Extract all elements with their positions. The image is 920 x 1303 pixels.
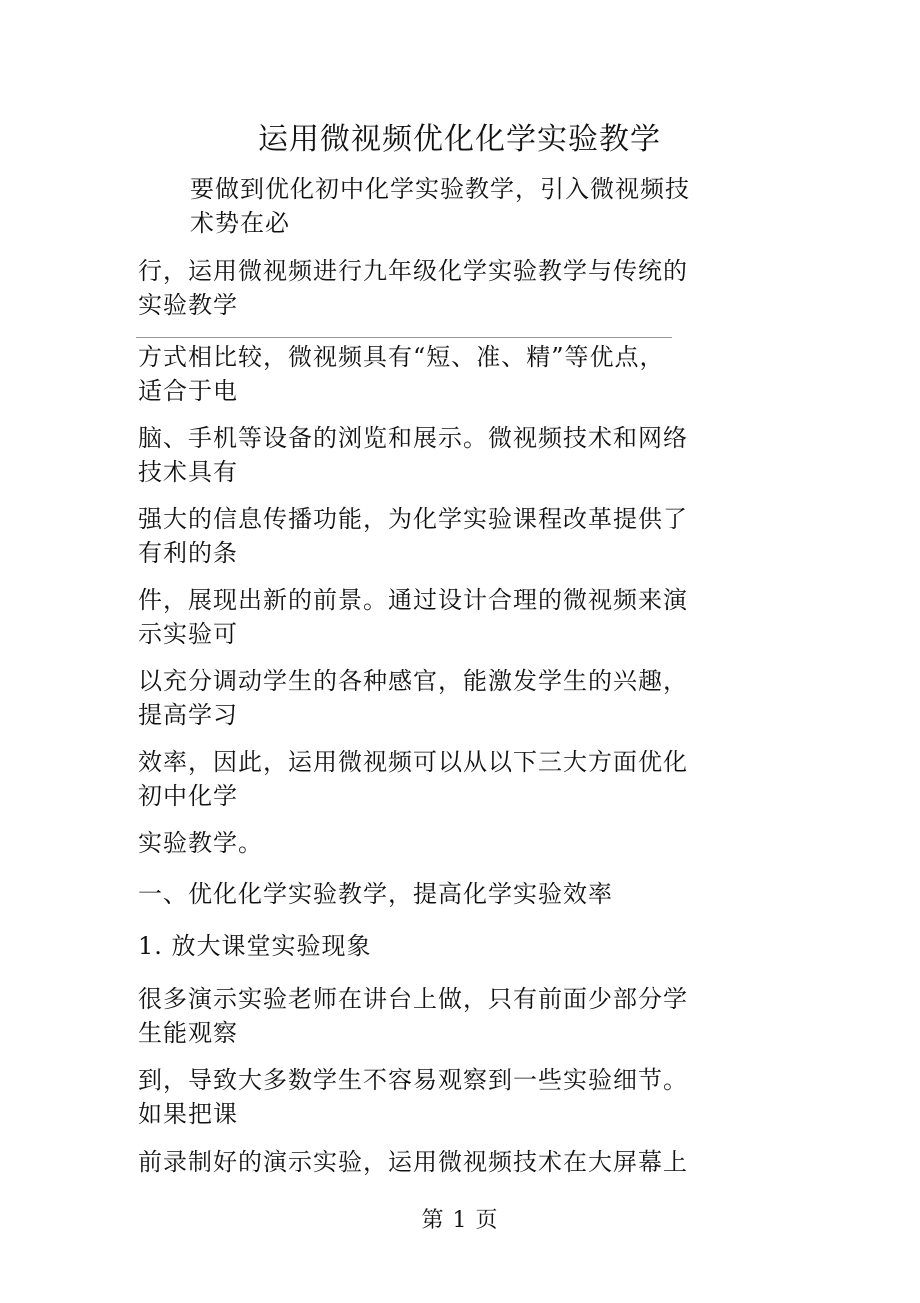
section-heading (138, 877, 678, 911)
text-line: 一、优化化学实验教学，提高化学实验效率 (138, 880, 613, 908)
text-line: 件，展现出新的前景。通过设计合理的微视频来演 (138, 586, 688, 614)
text-line: 很多演示实验老师在讲台上做，只有前面少部分学 (138, 985, 688, 1013)
text-line: 行，运用微视频进行九年级化学实验教学与传统的 (138, 257, 688, 285)
paragraph-2 (138, 340, 678, 408)
text-line: 适合于电 (138, 377, 238, 405)
document-title: 运用微视频优化化学实验教学 (258, 122, 661, 157)
text-line: 效率，因此，运用微视频可以从以下三大方面优化 (138, 748, 688, 776)
text-line: 示实验可 (138, 620, 238, 648)
text-line: 提高学习 (138, 701, 238, 729)
text-line: 如果把课 (138, 1100, 238, 1128)
text-line: 到，导致大多数学生不容易观察到一些实验细节。 (138, 1066, 688, 1094)
text-line: 要做到优化初中化学实验教学，引入微视频技 (190, 175, 690, 203)
text-line: 1. 放大课堂实验现象 (138, 932, 372, 960)
paragraph-7 (138, 745, 688, 813)
text-line: 技术具有 (138, 458, 238, 486)
text-line: 生能观察 (138, 1019, 238, 1047)
horizontal-divider (136, 337, 672, 338)
paragraph-11 (138, 1145, 688, 1179)
subsection-heading (138, 929, 678, 963)
paragraph-10 (138, 1063, 688, 1131)
page-number: 第 1 页 (421, 1208, 499, 1233)
text-line: 实验教学。 (138, 829, 263, 857)
text-line: 以充分调动学生的各种感官，能激发学生的兴趣， (138, 667, 688, 695)
text-line: 脑、手机等设备的浏览和展示。微视频技术和网络 (138, 424, 688, 452)
intro-paragraph (190, 172, 690, 240)
paragraph-1 (138, 254, 688, 322)
text-line: 强大的信息传播功能，为化学实验课程改革提供了 (138, 505, 688, 533)
paragraph-9 (138, 982, 688, 1050)
paragraph-6 (138, 664, 688, 732)
text-line: 实验教学 (138, 291, 238, 319)
paragraph-5 (138, 583, 688, 651)
text-line: 初中化学 (138, 782, 238, 810)
paragraph-3 (138, 421, 688, 489)
text-line: 方式相比较，微视频具有“短、准、精”等优点， (138, 343, 665, 371)
paragraph-4 (138, 502, 688, 570)
text-line: 术势在必 (190, 209, 290, 237)
text-line: 有利的条 (138, 539, 238, 567)
paragraph-8 (138, 826, 678, 860)
text-line: 前录制好的演示实验，运用微视频技术在大屏幕上 (138, 1148, 688, 1176)
